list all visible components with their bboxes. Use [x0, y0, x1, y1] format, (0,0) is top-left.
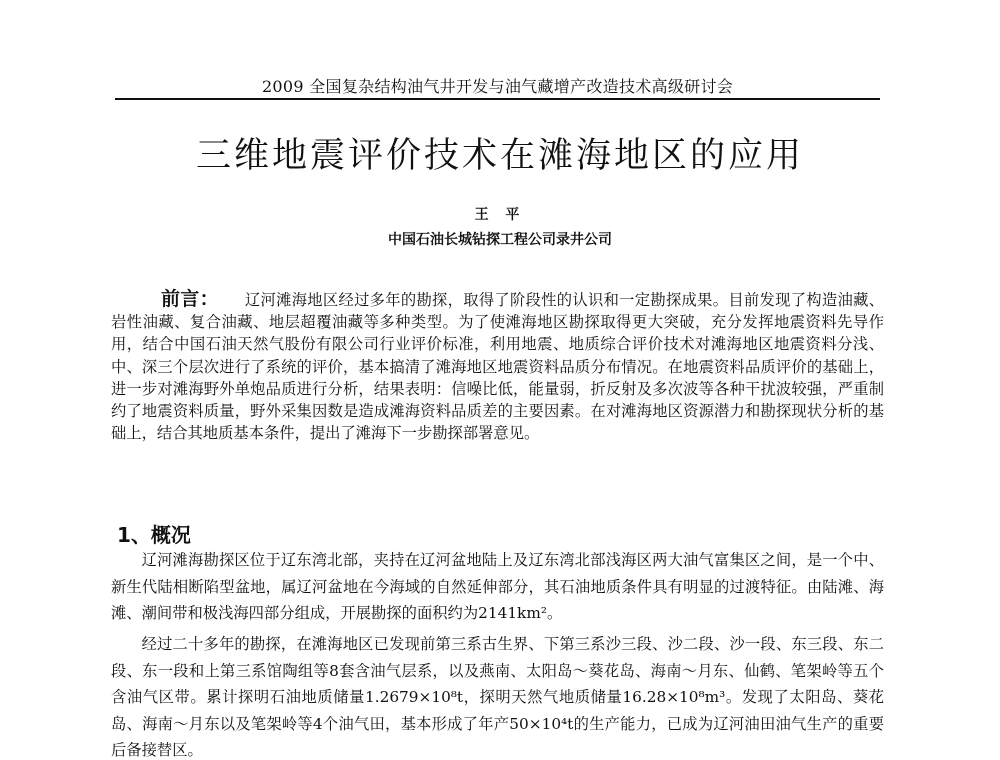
author-affiliation: 中国石油长城钻探工程公司录井公司	[388, 232, 612, 248]
header-rule	[115, 98, 880, 100]
author-name: 王 平	[474, 207, 526, 223]
body-paragraph: 经过二十多年的勘探，在滩海地区已发现前第三系古生界、下第三系沙三段、沙二段、沙一段、东三段、东二段、东一段和上第三系馆陶组等8套含油气层系，以及燕南、太阳岛～葵花岛、海南～月东、仙鹤、笔架岭等五个含油气区带。累计探明石油地质储量1.2679×10⁸t，探明天然气地质储量16.28×10⁸m³。发现了太阳岛、葵花岛、海南～月东以及笔架岭等4个油气田，基本形成了年产50×10⁴t的生产能力，已成为辽河油田油气生产的重要后备接替区。	[111, 635, 884, 759]
abstract-label: 前言：	[161, 288, 219, 310]
abstract	[111, 288, 884, 444]
running-header	[115, 74, 880, 100]
abstract-text: 辽河滩海地区经过多年的勘探，取得了阶段性的认识和一定勘探成果。目前发现了构造油藏、岩性油藏、复合油藏、地层超覆油藏等多种类型。为了使滩海地区勘探取得更大突破，充分发挥地震资料先导作用，结合中国石油天然气股份有限公司行业评价标准，利用地震、地质综合评价技术对滩海地区地震资料分浅、中、深三个层次进行了系统的评价，基本搞清了滩海地区地震资料品质分布情况。在地震资料品质评价的基础上，进一步对滩海野外单炮品质进行分析，结果表明：信噪比低，能量弱，折反射及多次波等各种干扰波较强，严重制约了地震资料质量，野外采集因数是造成滩海资料品质差的主要因素。在对滩海地区资源潜力和勘探现状分析的基础上，结合其地质基本条件，提出了滩海下一步勘探部署意见。	[111, 291, 884, 443]
conference-title: 2009 全国复杂结构油气井开发与油气藏增产改造技术高级研讨会	[261, 77, 734, 96]
body-paragraph: 辽河滩海勘探区位于辽东湾北部，夹持在辽河盆地陆上及辽东湾北部浅海区两大油气富集区之间，是一个中、新生代陆相断陷型盆地，属辽河盆地在今海域的自然延伸部分，其石油地质条件具有明显的过渡特征。由陆滩、海滩、潮间带和极浅海四部分组成，开展勘探的面积约为2141km²。	[111, 551, 884, 622]
paper-title: 三维地震评价技术在滩海地区的应用	[195, 136, 804, 176]
section-heading: 1、概况	[117, 523, 191, 547]
